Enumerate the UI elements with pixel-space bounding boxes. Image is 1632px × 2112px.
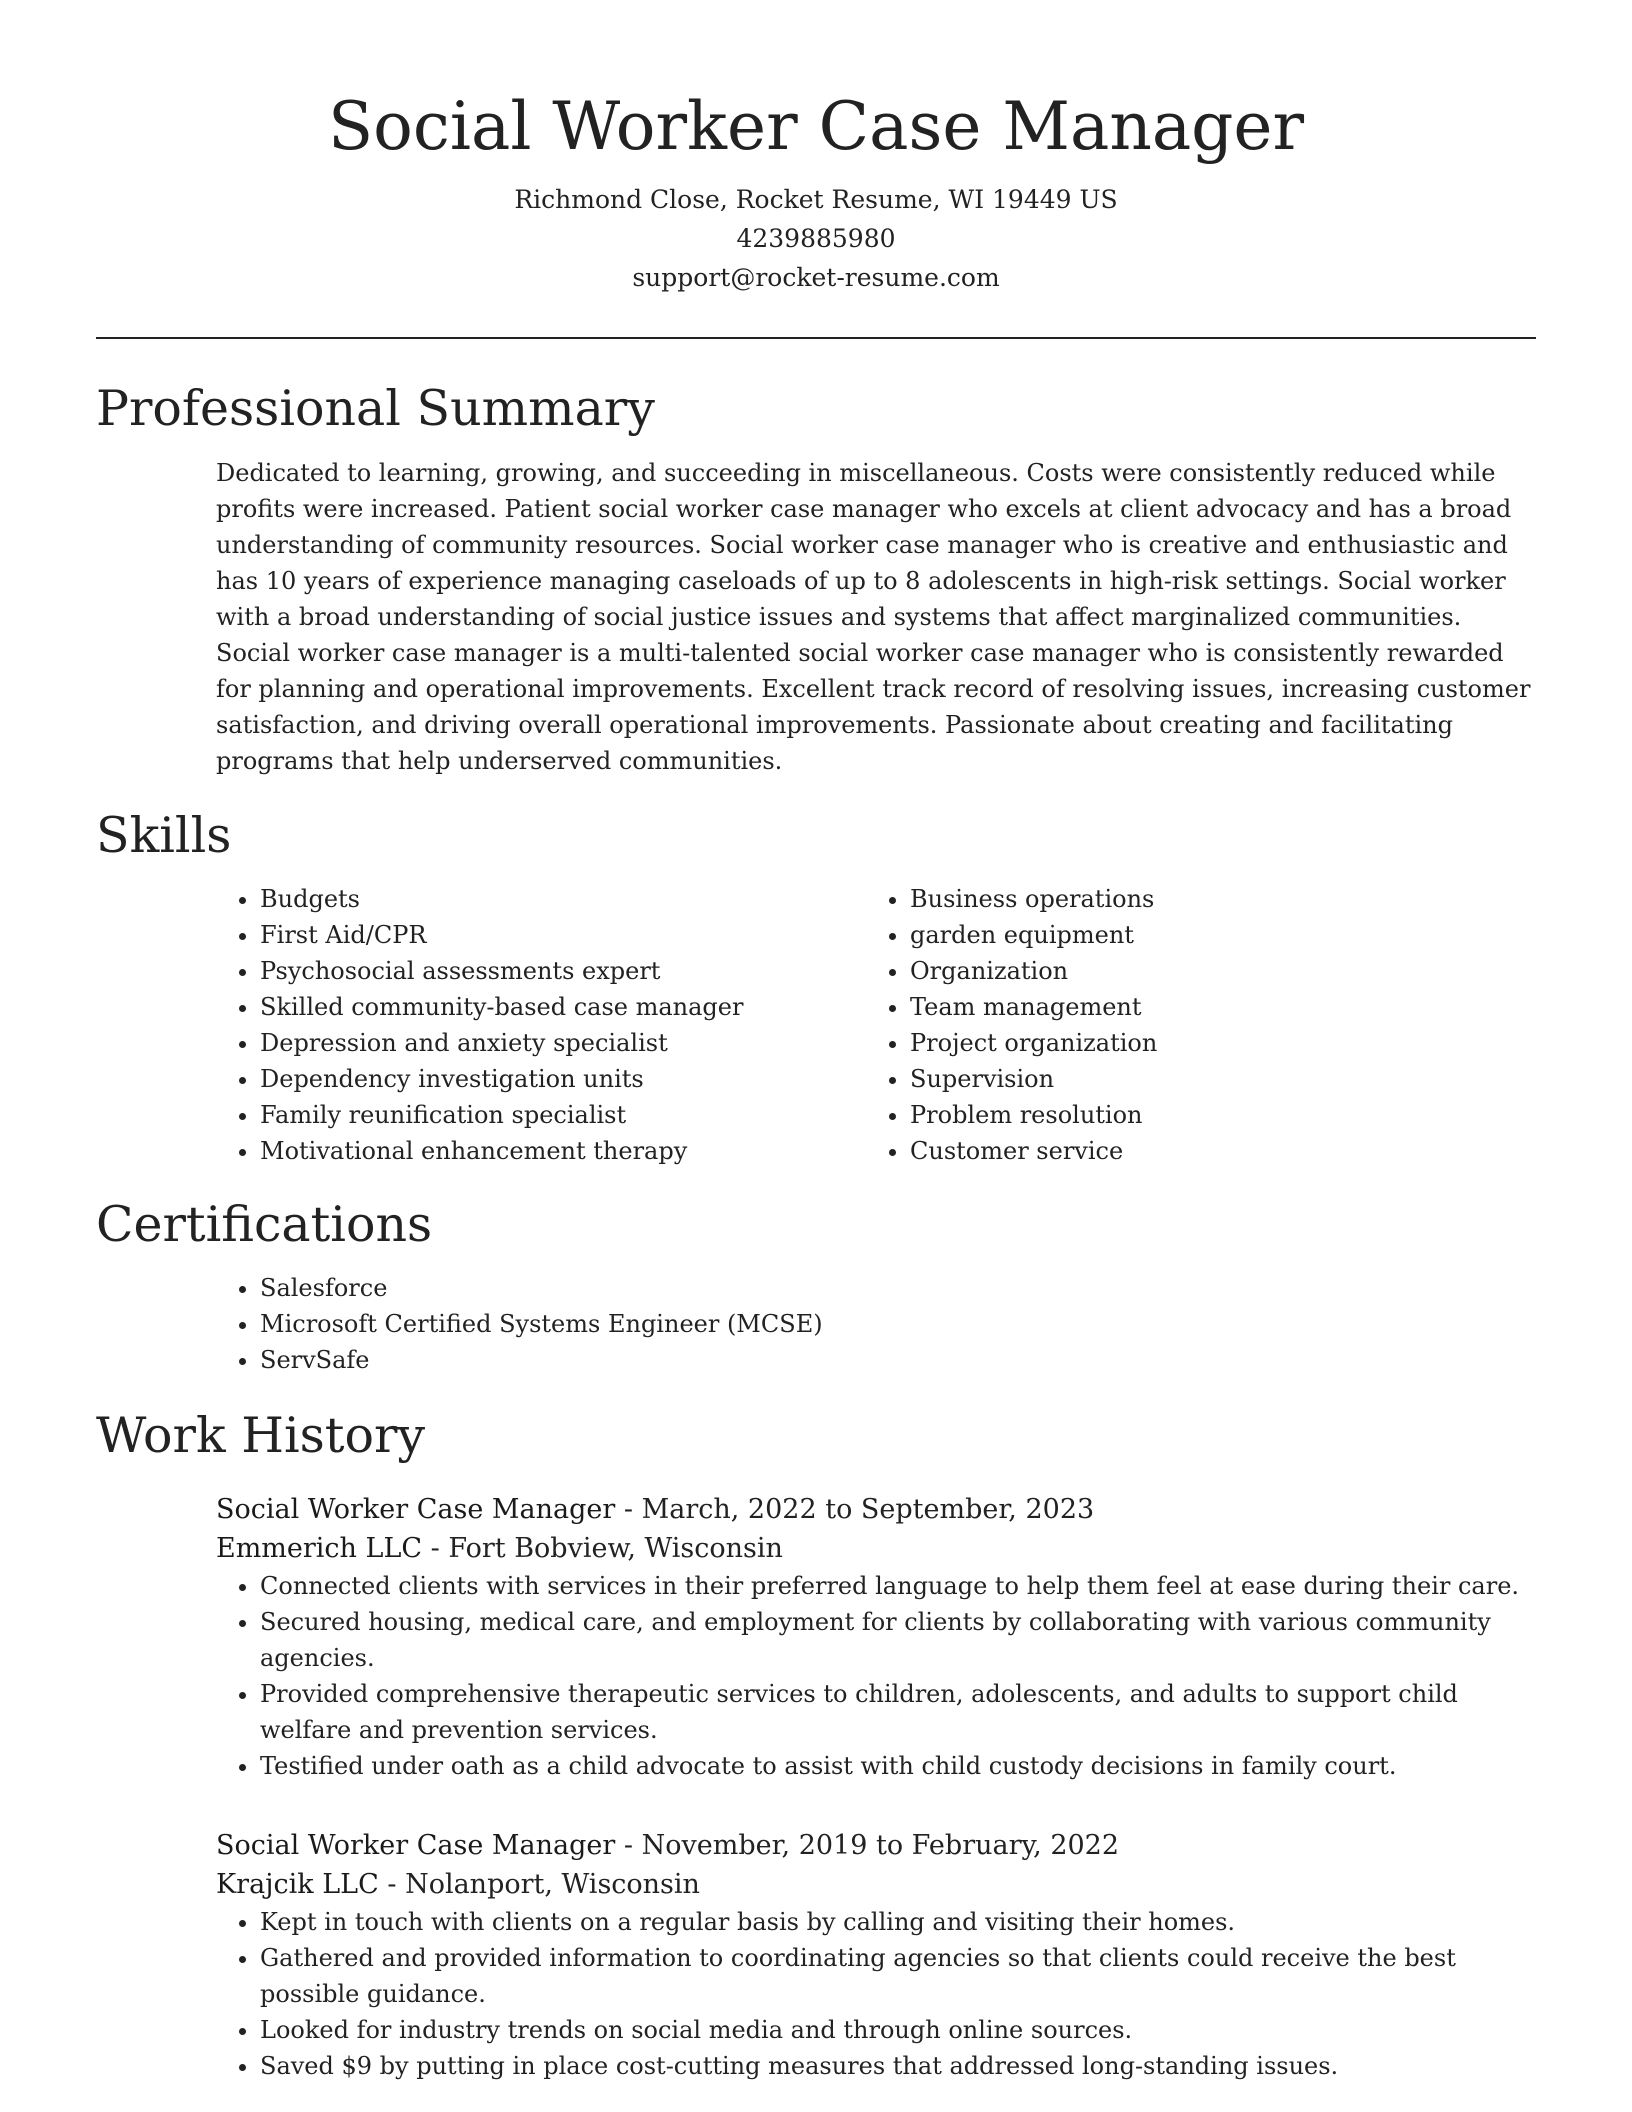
contact-info	[96, 180, 1536, 297]
skill-item: • Business operations	[910, 881, 1516, 917]
job-title: Social Worker Case Manager	[216, 1494, 616, 1525]
section-title-work-history: Work History	[96, 1407, 426, 1464]
job-company: Krajcik LLC	[216, 1869, 379, 1900]
skill-item: • Family reunification specialist	[260, 1097, 866, 1133]
job-title: Social Worker Case Manager	[216, 1830, 616, 1861]
skill-item: • Dependency investigation units	[260, 1061, 866, 1097]
skills-column-left	[216, 881, 866, 1169]
skills-column-right	[866, 881, 1516, 1169]
skill-item: • Supervision	[910, 1061, 1516, 1097]
certifications-list	[216, 1270, 1536, 1378]
skills-grid	[216, 881, 1536, 1169]
job-duty-item: • Kept in touch with clients on a regular basis by calling and visiting their homes.	[260, 1904, 1536, 1940]
skill-item: • garden equipment	[910, 917, 1516, 953]
job-title-line	[216, 1490, 1536, 1529]
job-separator: -	[615, 1830, 642, 1861]
job-company: Emmerich LLC	[216, 1533, 423, 1564]
job-company-line	[216, 1529, 1536, 1568]
certification-item: • Salesforce	[260, 1270, 1536, 1306]
professional-summary-section	[96, 377, 1536, 779]
job-duty-item: • Saved $9 by putting in place cost-cutting measures that addressed long-standing issues.	[260, 2048, 1536, 2084]
certification-item: • Microsoft Certified Systems Engineer (MCSE)	[260, 1306, 1536, 1342]
job-duty-item: • Looked for industry trends on social media and through online sources.	[260, 2012, 1536, 2048]
job-duty-item: • Provided comprehensive therapeutic services to children, adolescents, and adults to support child welfare and prevention services.	[260, 1676, 1536, 1748]
candidate-name: Social Worker Case Manager	[327, 88, 1305, 165]
job-duties-list	[216, 1568, 1536, 1784]
job-entry	[216, 1826, 1536, 2084]
job-separator: -	[615, 1494, 642, 1525]
job-dates: November, 2019 to February, 2022	[641, 1830, 1120, 1861]
summary-text: Dedicated to learning, growing, and succeeding in miscellaneous. Costs were consistently reduced while profits were increased. Patient social worker case manager who excels at client advocacy and has a broad understanding of community resources. Social worker case manager who is creative and enthusiastic and has 10 years of experience managing caseloads of up to 8 adolescents in high-risk settings. Social worker with a broad understanding of social justice issues and systems that affect marginalized communities. Social worker case manager is a multi-talented social worker case manager who is consistently rewarded for planning and operational improvements. Excellent track record of resolving issues, increasing customer satisfaction, and driving overall operational improvements. Passionate about creating and facilitating programs that help underserved communities.	[216, 459, 1531, 775]
skill-item: • Organization	[910, 953, 1516, 989]
job-title-line	[216, 1826, 1536, 1865]
skill-item: • Problem resolution	[910, 1097, 1516, 1133]
job-location: Fort Bobview, Wisconsin	[448, 1533, 783, 1564]
job-separator: -	[422, 1533, 449, 1564]
skill-item: • Project organization	[910, 1025, 1516, 1061]
job-duty-item: • Secured housing, medical care, and employment for clients by collaborating with various community agencies.	[260, 1604, 1536, 1676]
address: Richmond Close, Rocket Resume, WI 19449 US	[514, 185, 1118, 214]
job-separator: -	[378, 1869, 406, 1900]
skill-item: • Depression and anxiety specialist	[260, 1025, 866, 1061]
job-company-line	[216, 1865, 1536, 1904]
email-address: support@rocket-resume.com	[632, 263, 1000, 292]
skills-section	[96, 804, 1536, 1169]
phone-number: 4239885980	[736, 224, 896, 253]
certification-item: • ServSafe	[260, 1342, 1536, 1378]
section-title-summary: Professional Summary	[96, 380, 655, 437]
work-history-section	[96, 1404, 1536, 2084]
skill-item: • Psychosocial assessments expert	[260, 953, 866, 989]
skill-item: • Motivational enhancement therapy	[260, 1133, 866, 1169]
resume-page	[96, 0, 1536, 2084]
section-title-certifications: Certifications	[96, 1196, 433, 1253]
certifications-section	[96, 1193, 1536, 1378]
job-entry	[216, 1490, 1536, 1784]
section-title-skills: Skills	[96, 807, 232, 864]
skill-item: • First Aid/CPR	[260, 917, 866, 953]
job-dates: March, 2022 to September, 2023	[641, 1494, 1095, 1525]
job-duties-list	[216, 1904, 1536, 2084]
skill-item: • Team management	[910, 989, 1516, 1025]
resume-header	[96, 0, 1536, 297]
skill-item: • Budgets	[260, 881, 866, 917]
job-location: Nolanport, Wisconsin	[405, 1869, 700, 1900]
job-duty-item: • Testified under oath as a child advocate to assist with child custody decisions in family court.	[260, 1748, 1536, 1784]
job-duty-item: • Gathered and provided information to coordinating agencies so that clients could receive the best possible guidance.	[260, 1940, 1536, 2012]
job-duty-item: • Connected clients with services in their preferred language to help them feel at ease during their care.	[260, 1568, 1536, 1604]
skill-item: • Skilled community-based case manager	[260, 989, 866, 1025]
header-divider	[96, 337, 1536, 339]
skill-item: • Customer service	[910, 1133, 1516, 1169]
